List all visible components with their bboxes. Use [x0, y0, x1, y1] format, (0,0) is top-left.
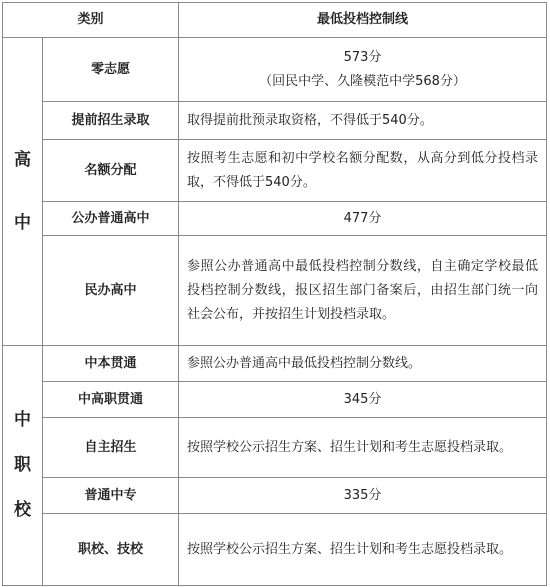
row-category: 中本贯通 — [43, 346, 179, 382]
row-category: 民办高中 — [43, 236, 179, 346]
table-row — [3, 102, 547, 140]
row-category: 中高职贯通 — [43, 382, 179, 418]
table-row — [3, 478, 547, 514]
row-threshold: 参照公办普通高中最低投档控制分数线，自主确定学校最低投档控制分数线，报区招生部门备案后，由招生部门统一向社会公布，并按招生计划投档录取。 — [179, 236, 547, 346]
group-label-char: 校 — [14, 500, 31, 520]
row-threshold-score: 573分 — [343, 49, 382, 65]
row-threshold: 按照学校公示招生方案、招生计划和考生志愿投档录取。 — [179, 418, 547, 478]
row-category: 公办普通高中 — [43, 202, 179, 236]
table-row — [3, 140, 547, 202]
table-row — [3, 418, 547, 478]
table-header-row — [3, 3, 547, 38]
row-threshold: 477分 — [179, 202, 547, 236]
row-threshold: 335分 — [179, 478, 547, 514]
group-label-char: 高 — [14, 149, 31, 170]
row-category: 职校、技校 — [43, 514, 179, 586]
row-threshold: 按照考生志愿和初中学校名额分配数，从高分到低分投档录取，不得低于540分。 — [179, 140, 547, 202]
row-threshold-note: （回民中学、久隆模范中学568分） — [259, 73, 466, 89]
table-row — [3, 346, 547, 382]
table-row — [3, 236, 547, 346]
table-row — [3, 514, 547, 586]
row-threshold: 按照学校公示招生方案、招生计划和考生志愿投档录取。 — [179, 514, 547, 586]
row-threshold: 取得提前批预录取资格，不得低于540分。 — [179, 102, 547, 140]
group-label-char: 中 — [14, 410, 31, 430]
row-category: 提前招生录取 — [43, 102, 179, 140]
group-label-char: 职 — [14, 455, 31, 475]
admission-threshold-table — [2, 2, 547, 586]
row-category: 普通中专 — [43, 478, 179, 514]
group-label-char: 中 — [14, 212, 31, 233]
row-threshold: 参照公办普通高中最低投档控制分数线。 — [179, 346, 547, 382]
group-label-high-school — [3, 38, 43, 346]
table-row — [3, 382, 547, 418]
row-category: 名额分配 — [43, 140, 179, 202]
header-category: 类别 — [3, 3, 179, 38]
row-threshold — [179, 38, 547, 102]
row-category: 自主招生 — [43, 418, 179, 478]
table-row — [3, 38, 547, 102]
table-row — [3, 202, 547, 236]
row-threshold: 345分 — [179, 382, 547, 418]
header-threshold: 最低投档控制线 — [179, 3, 547, 38]
group-label-vocational-school — [3, 346, 43, 586]
row-category: 零志愿 — [43, 38, 179, 102]
